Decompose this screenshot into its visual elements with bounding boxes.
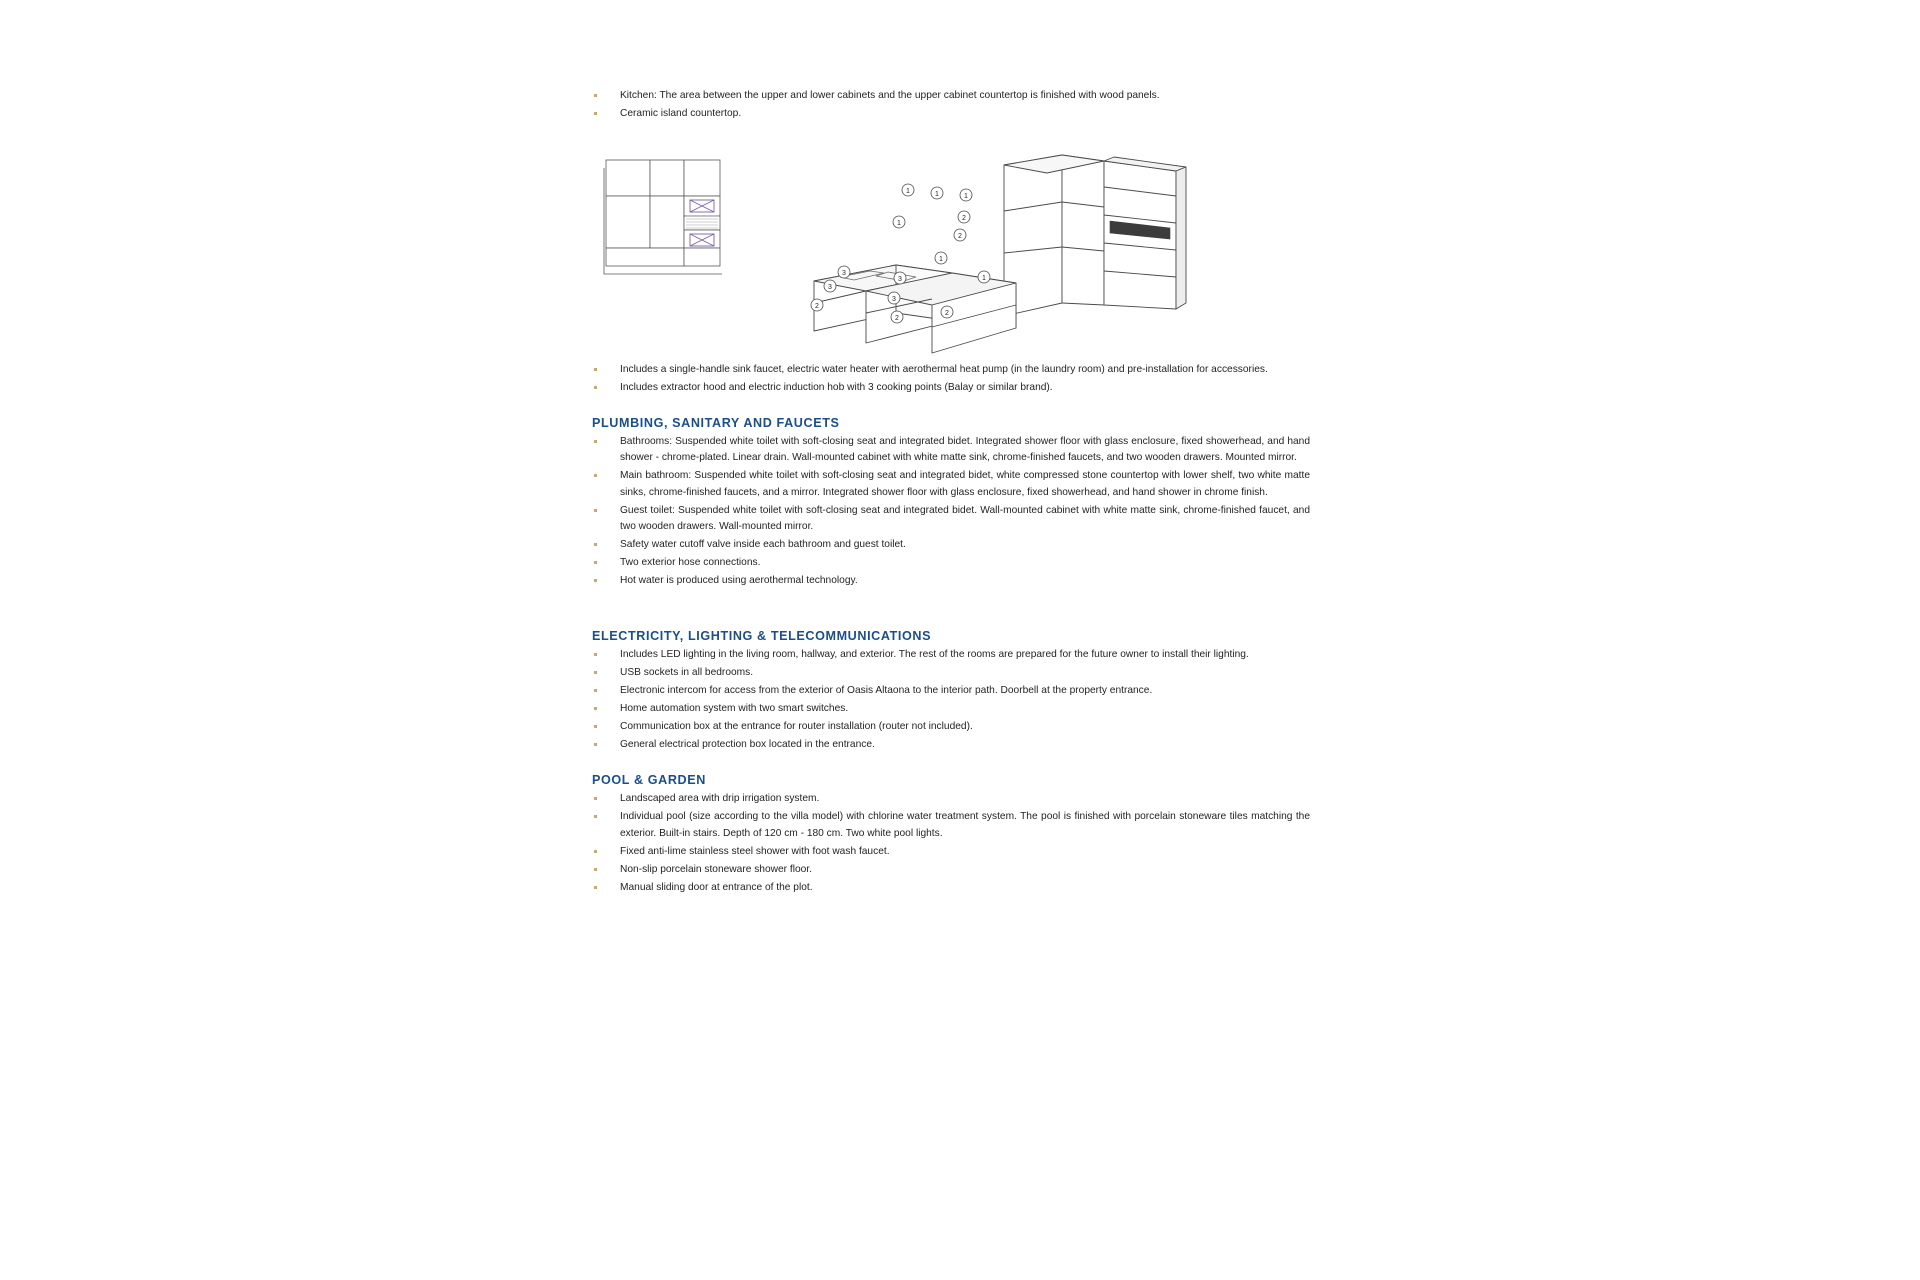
svg-text:1: 1 — [897, 219, 901, 227]
svg-text:1: 1 — [982, 274, 986, 282]
list-item: USB sockets in all bedrooms. — [592, 665, 1310, 682]
list-item: Main bathroom: Suspended white toilet with soft-closing seat and integrated bidet, white compressed stone countertop with lower shelf, two white matte sinks, chrome-finished faucets, and a mirror. Integrated shower floor with glass enclosure, fixed showerhead, and hand shower in chrome finish. — [592, 468, 1310, 501]
list-item: Fixed anti-lime stainless steel shower with foot wash faucet. — [592, 844, 1310, 861]
list-item: Two exterior hose connections. — [592, 555, 1310, 572]
list-item: Includes extractor hood and electric induction hob with 3 cooking points (Balay or similar brand). — [592, 380, 1310, 397]
svg-text:1: 1 — [964, 192, 968, 200]
list-item: Non-slip porcelain stoneware shower floor. — [592, 862, 1310, 879]
list-item: Includes LED lighting in the living room, hallway, and exterior. The rest of the rooms are prepared for the future owner to install their lighting. — [592, 647, 1310, 664]
svg-text:2: 2 — [815, 302, 819, 310]
list-item: Safety water cutoff valve inside each bathroom and guest toilet. — [592, 537, 1310, 554]
list-item: Ceramic island countertop. — [592, 106, 1310, 123]
list-item: Hot water is produced using aerothermal technology. — [592, 573, 1310, 590]
list-item: Manual sliding door at entrance of the plot. — [592, 880, 1310, 897]
electricity-bullet-list — [592, 647, 1310, 754]
section-title-electricity: ELECTRICITY, LIGHTING & TELECOMMUNICATIONS — [592, 629, 932, 643]
svg-text:2: 2 — [962, 214, 966, 222]
list-item: Landscaped area with drip irrigation system. — [592, 791, 1310, 808]
list-item: Guest toilet: Suspended white toilet with soft-closing seat and integrated bidet. Wall-mounted cabinet with white matte sink, chrome-finished faucet, and two wooden drawers. Wall-mounted mirror. — [592, 503, 1310, 536]
svg-text:2: 2 — [958, 232, 962, 240]
list-item: Home automation system with two smart switches. — [592, 701, 1310, 718]
list-item: Electronic intercom for access from the exterior of Oasis Altaona to the interior path. Doorbell at the property entrance. — [592, 683, 1310, 700]
kitchen-appliance-bullet-list — [592, 362, 1310, 397]
plumbing-bullet-list — [592, 434, 1310, 590]
pool-garden-bullet-list — [592, 791, 1310, 896]
svg-text:2: 2 — [945, 309, 949, 317]
list-item: Includes a single-handle sink faucet, electric water heater with aerothermal heat pump (in the laundry room) and pre-installation for accessories. — [592, 362, 1310, 379]
svg-text:3: 3 — [842, 269, 846, 277]
svg-text:1: 1 — [939, 255, 943, 263]
svg-text:1: 1 — [935, 190, 939, 198]
list-item: Communication box at the entrance for router installation (router not included). — [592, 719, 1310, 736]
svg-text:1: 1 — [906, 187, 910, 195]
svg-text:3: 3 — [828, 283, 832, 291]
document-content — [592, 88, 1310, 898]
section-title-plumbing: PLUMBING, SANITARY AND FAUCETS — [592, 415, 840, 430]
svg-text:3: 3 — [898, 275, 902, 283]
list-item: Bathrooms: Suspended white toilet with soft-closing seat and integrated bidet. Integrated shower floor with glass enclosure, fixed showerhead, and hand shower - chrome-plated. Linear drain. Wall-mounted cabinet with white matte sink, chrome-finished faucets, and two wooden drawers. Mounted mirror. — [592, 434, 1310, 467]
section-title-pool-garden: POOL & GARDEN — [592, 773, 706, 787]
svg-text:3: 3 — [892, 295, 896, 303]
kitchen-floor-plan — [602, 156, 782, 296]
list-item: Kitchen: The area between the upper and lower cabinets and the upper cabinet countertop is finished with wood panels. — [592, 88, 1310, 105]
svg-text:2: 2 — [895, 314, 899, 322]
list-item: General electrical protection box located in the entrance. — [592, 737, 1310, 754]
list-item: Individual pool (size according to the villa model) with chlorine water treatment system. The pool is finished with porcelain stoneware tiles matching the exterior. Built-in stairs. Depth of 120 cm - 180 cm. Two white pool lights. — [592, 809, 1310, 842]
kitchen-3d-perspective — [804, 153, 1274, 358]
kitchen-bullet-list — [592, 88, 1310, 123]
kitchen-layout-illustration — [592, 133, 1310, 358]
